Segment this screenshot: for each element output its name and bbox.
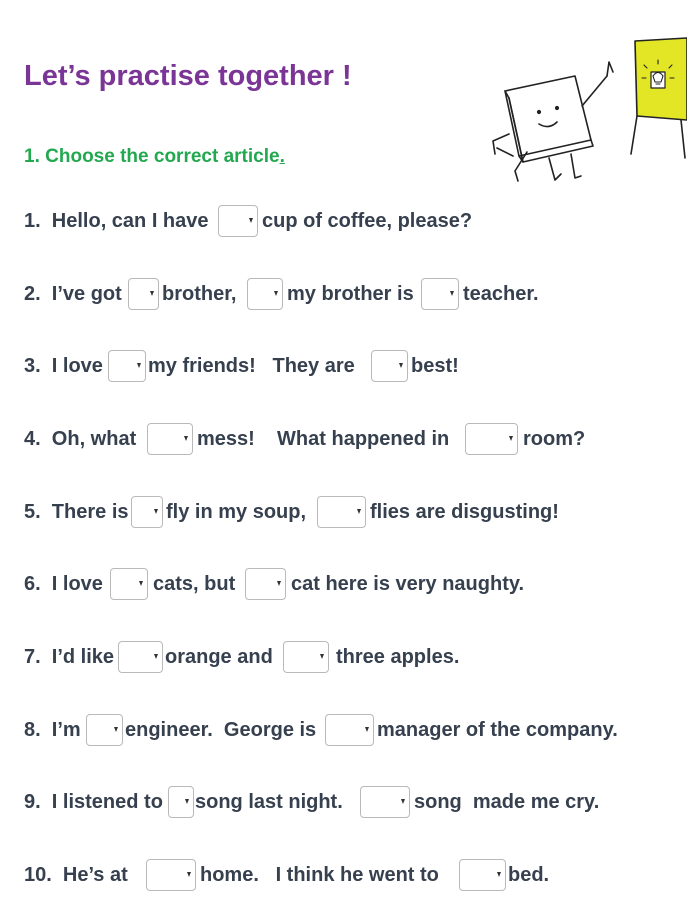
chevron-down-icon xyxy=(249,218,253,223)
chevron-down-icon xyxy=(365,727,369,732)
exercise-end: . xyxy=(279,146,285,167)
article-dropdown[interactable] xyxy=(360,786,410,818)
question-text: teacher. xyxy=(463,283,539,305)
question-prompt: 2. I’ve got xyxy=(24,283,122,305)
page-title: Let’s practise together ! xyxy=(24,60,352,92)
article-dropdown[interactable] xyxy=(168,786,194,818)
article-dropdown[interactable] xyxy=(371,350,408,382)
question-text: engineer. George is xyxy=(125,719,317,741)
chevron-down-icon xyxy=(450,291,454,296)
article-dropdown[interactable] xyxy=(459,859,506,891)
lightbulb-board-character-drawing xyxy=(487,36,687,186)
question-text: bed. xyxy=(508,864,550,886)
article-dropdown[interactable] xyxy=(283,641,329,673)
question-text: three apples. xyxy=(336,646,460,668)
question-text: manager of the company. xyxy=(377,719,618,741)
chevron-down-icon xyxy=(184,436,188,441)
question-text: flies are disgusting! xyxy=(370,501,559,523)
question-text: song made me cry. xyxy=(414,791,600,813)
article-dropdown[interactable] xyxy=(147,423,193,455)
article-dropdown[interactable] xyxy=(317,496,366,528)
article-dropdown[interactable] xyxy=(421,278,459,310)
question-text: room? xyxy=(523,428,586,450)
chevron-down-icon xyxy=(401,799,405,804)
question-text: my brother is xyxy=(287,283,414,305)
question-text: cat here is very naughty. xyxy=(291,573,525,595)
chevron-down-icon xyxy=(357,509,361,514)
question-text: cup of coffee, please? xyxy=(262,210,473,232)
question-text: my friends! They are xyxy=(148,355,355,377)
article-dropdown[interactable] xyxy=(245,568,286,600)
article-dropdown[interactable] xyxy=(128,278,159,310)
article-dropdown[interactable] xyxy=(146,859,196,891)
article-dropdown[interactable] xyxy=(131,496,163,528)
exercise-text: Choose the correct article xyxy=(45,146,280,167)
chevron-down-icon xyxy=(137,363,141,368)
chevron-down-icon xyxy=(154,654,158,659)
question-text: home. I think he went to xyxy=(200,864,439,886)
question-prompt: 9. I listened to xyxy=(24,791,163,813)
question-text: brother, xyxy=(162,283,237,305)
article-dropdown[interactable] xyxy=(108,350,146,382)
question-prompt: 5. There is xyxy=(24,501,129,523)
article-dropdown[interactable] xyxy=(118,641,163,673)
article-dropdown[interactable] xyxy=(465,423,518,455)
question-text: orange and xyxy=(165,646,273,668)
question-prompt: 6. I love xyxy=(24,573,103,595)
article-dropdown[interactable] xyxy=(218,205,258,237)
question-prompt: 10. He’s at xyxy=(24,864,128,886)
chevron-down-icon xyxy=(154,509,158,514)
question-text: cats, but xyxy=(153,573,236,595)
question-prompt: 3. I love xyxy=(24,355,103,377)
question-text: best! xyxy=(411,355,459,377)
question-prompt: 8. I’m xyxy=(24,719,81,741)
chevron-down-icon xyxy=(320,654,324,659)
chevron-down-icon xyxy=(399,363,403,368)
chevron-down-icon xyxy=(187,872,191,877)
article-dropdown[interactable] xyxy=(247,278,283,310)
chevron-down-icon xyxy=(185,799,189,804)
question-prompt: 7. I’d like xyxy=(24,646,115,668)
article-dropdown[interactable] xyxy=(110,568,148,600)
article-dropdown[interactable] xyxy=(86,714,123,746)
question-text: song last night. xyxy=(195,791,343,813)
chevron-down-icon xyxy=(509,436,513,441)
chevron-down-icon xyxy=(139,581,143,586)
chevron-down-icon xyxy=(277,581,281,586)
question-prompt: 4. Oh, what xyxy=(24,428,137,450)
question-text: fly in my soup, xyxy=(166,501,307,523)
question-prompt: 1. Hello, can I have xyxy=(24,210,209,232)
chevron-down-icon xyxy=(150,291,154,296)
chevron-down-icon xyxy=(497,872,501,877)
exercise-instruction xyxy=(24,146,285,168)
question-text: mess! What happened in xyxy=(197,428,450,450)
chevron-down-icon xyxy=(114,727,118,732)
chevron-down-icon xyxy=(274,291,278,296)
article-dropdown[interactable] xyxy=(325,714,374,746)
exercise-number: 1. xyxy=(24,146,40,167)
